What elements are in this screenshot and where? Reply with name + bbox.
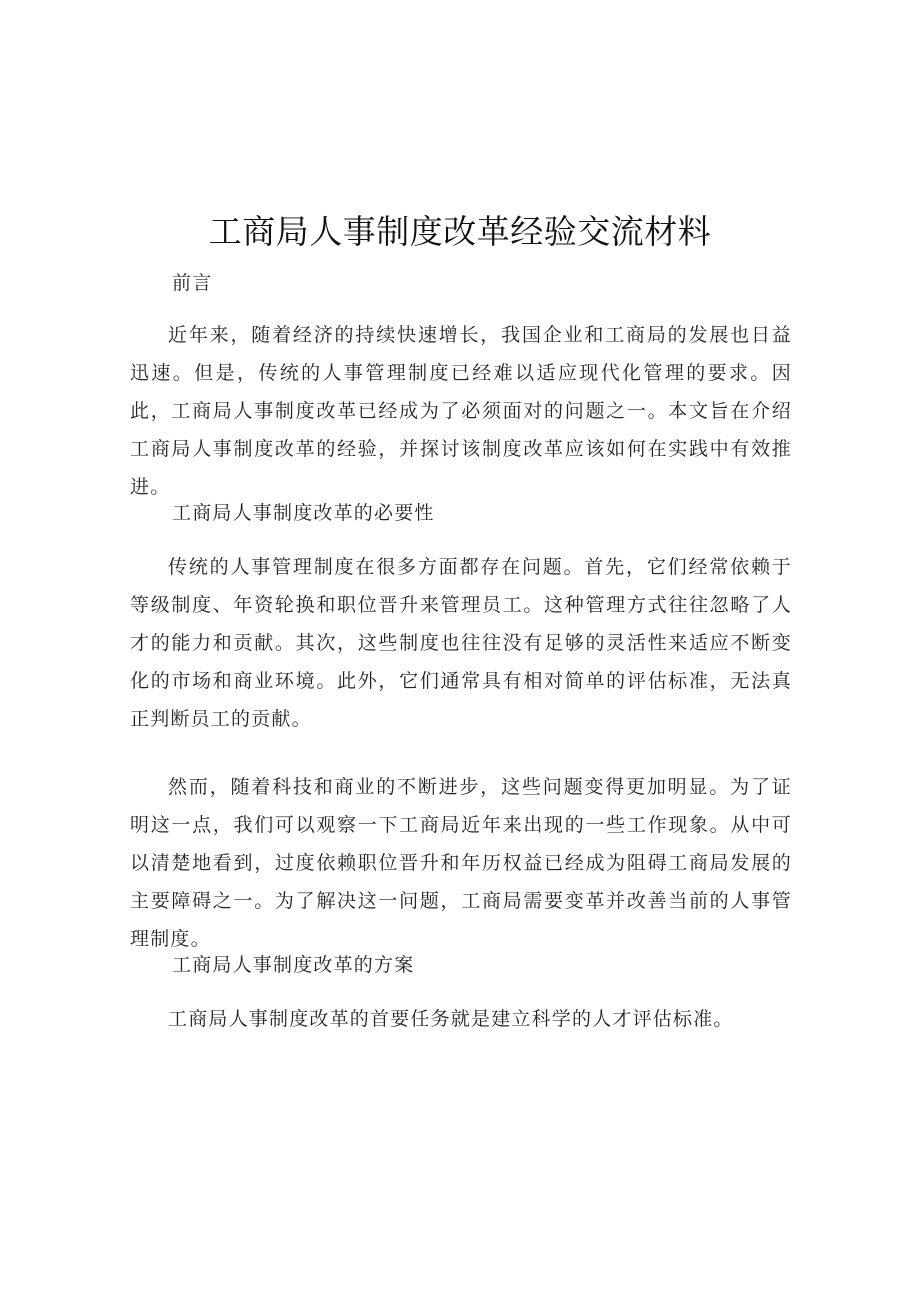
paragraph-necessity-1: 传统的人事管理制度在很多方面都存在问题。首先，它们经常依赖于等级制度、年资轮换和职位晋升来管理员工。这种管理方式往往忽略了人才的能力和贡献。其次，这些制度也往往没有足够的灵活性来适应不断变化的市场和商业环境。此外，它们通常具有相对简单的评估标准，无法真正判断员工的贡献。 <box>130 556 792 730</box>
section-heading-plan: 工商局人事制度改革的方案 <box>172 954 415 976</box>
paragraph-necessity-2: 然而，随着科技和商业的不断进步，这些问题变得更加明显。为了证明这一点，我们可以观察一下工商局近年来出现的一些工作现象。从中可以清楚地看到，过度依赖职位晋升和年历权益已经成为阻碍工商局发展的主要障碍之一。为了解决这一问题，工商局需要变革并改善当前的人事管理制度。 <box>130 776 792 950</box>
document-title: 工商局人事制度改革经验交流材料 <box>208 212 712 251</box>
paragraph-preface: 近年来，随着经济的持续快速增长，我国企业和工商局的发展也日益迅速。但是，传统的人事管理制度已经难以适应现代化管理的要求。因此，工商局人事制度改革已经成为了必须面对的问题之一。本文旨在介绍工商局人事制度改革的经验，并探讨该制度改革应该如何在实践中有效推进。 <box>130 324 792 498</box>
section-heading-necessity: 工商局人事制度改革的必要性 <box>172 502 435 524</box>
section-heading-preface: 前言 <box>172 272 213 294</box>
paragraph-plan-1: 工商局人事制度改革的首要任务就是建立科学的人才评估标准。 <box>168 1008 734 1030</box>
